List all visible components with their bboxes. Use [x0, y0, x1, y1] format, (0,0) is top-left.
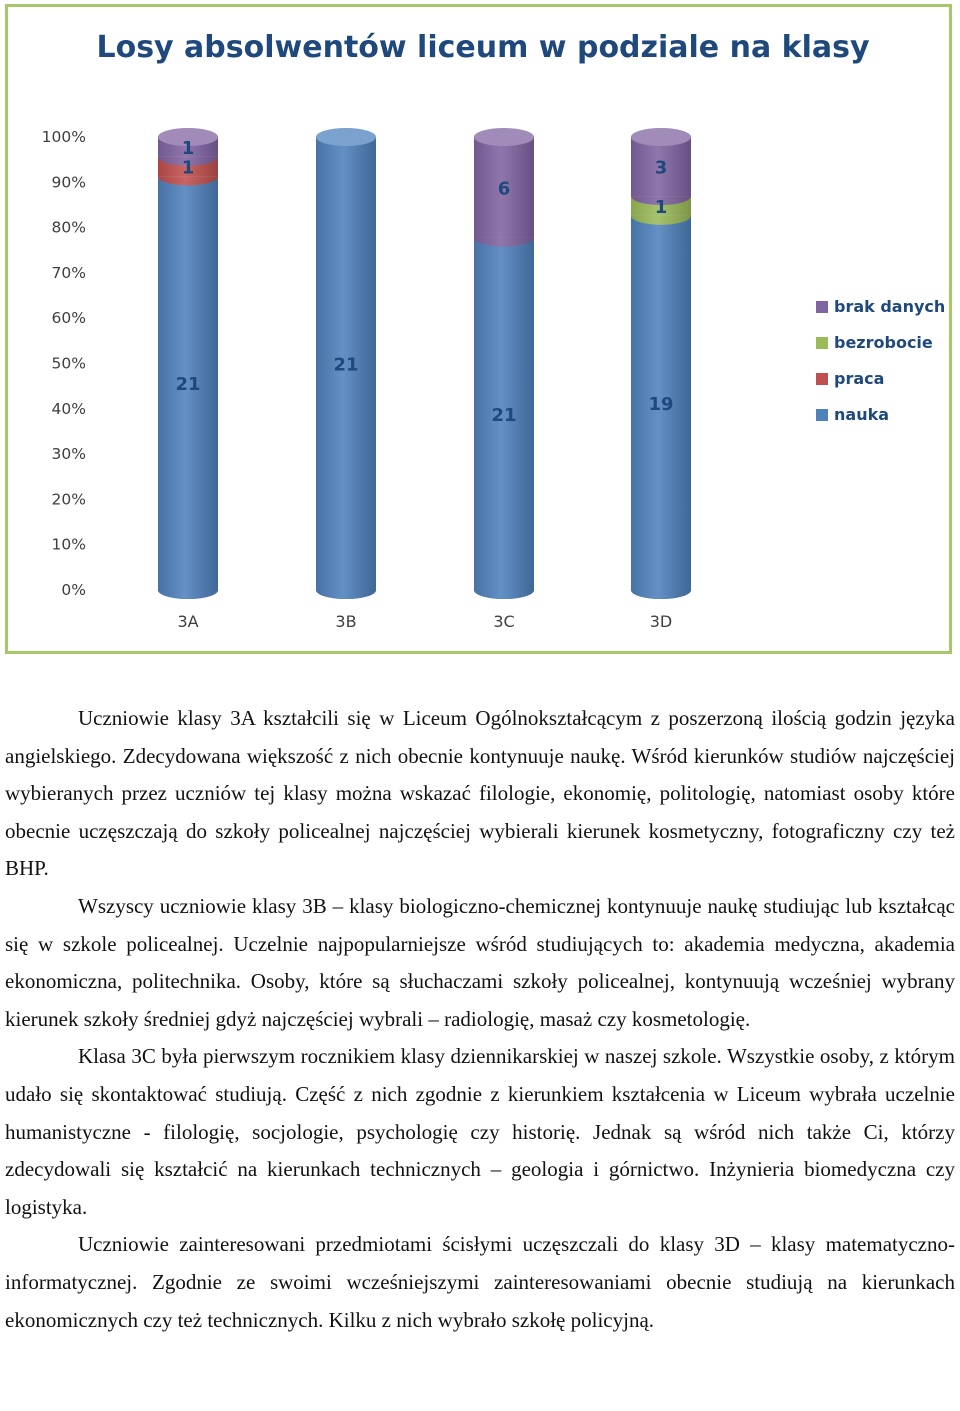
y-tick-label: 0% [61, 581, 86, 599]
legend-label: nauka [834, 405, 890, 424]
article [5, 700, 955, 1339]
legend-swatch [816, 301, 828, 313]
y-tick-label: 100% [41, 128, 86, 146]
data-label: 21 [333, 354, 359, 376]
y-tick-label: 30% [51, 445, 86, 464]
legend-item [816, 405, 889, 424]
legend-item [816, 369, 884, 388]
legend-swatch [816, 373, 828, 385]
bar-segment-bottom-curve [474, 590, 534, 599]
y-tick-label: 70% [51, 263, 86, 282]
y-tick-label: 20% [51, 490, 86, 509]
x-tick-label: 3D [649, 612, 673, 631]
bar-segment-bottom-curve [158, 590, 218, 599]
y-tick-label: 40% [51, 399, 86, 418]
y-tick-label: 80% [51, 218, 86, 237]
stacked-bar-chart [8, 7, 949, 651]
data-label: 21 [175, 374, 201, 396]
x-tick-label: 3B [335, 612, 357, 631]
data-label: 19 [648, 393, 674, 415]
y-tick-label: 50% [51, 354, 86, 373]
x-tick-label: 3A [177, 612, 199, 631]
legend-label: praca [834, 369, 885, 388]
bar-stack-3b [316, 128, 376, 599]
legend-label: brak danych [834, 297, 946, 316]
data-label: 21 [491, 404, 517, 426]
bar-top-cap [316, 128, 376, 146]
data-label: 6 [497, 178, 511, 200]
bar-segment-bottom-curve [631, 590, 691, 599]
data-label: 1 [654, 196, 668, 218]
legend-label: bezrobocie [834, 333, 933, 352]
legend-item [816, 333, 933, 352]
bar-stack-3a [158, 128, 218, 599]
bar-stack-3d [631, 128, 691, 599]
legend-swatch [816, 409, 828, 421]
data-label: 3 [654, 157, 668, 179]
paragraph-3a: Uczniowie klasy 3A kształcili się w Liceum Ogólnokształcącym z poszerzoną ilością godzin języka angielskiego. Zdecydowana większość z nich obecnie kontynuuje naukę. Wśród kierunków studiów najczęściej wybieranych przez uczniów tej klasy można wskazać filologie, ekonomię, politologię, natomiast osoby które obecnie uczęszczają do szkoły policealnej najczęściej wybierali kierunek kosmetyczny, fotograficzny czy też BHP. [5, 706, 955, 881]
data-label: 1 [181, 137, 195, 159]
chart-title: Losy absolwentów liceum w podziale na klasy [96, 30, 870, 65]
bar-stack-3c [474, 128, 534, 599]
bar-segment-bottom-curve [316, 590, 376, 599]
y-tick-label: 90% [51, 173, 86, 192]
y-tick-label: 10% [51, 535, 86, 554]
paragraph-3c: Klasa 3C była pierwszym rocznikiem klasy dziennikarskiej w naszej szkole. Wszystkie osoby, z którym udało się skontaktować studiują. Część z nich zgodnie z kierunkiem kształcenia w Liceum wybrała uczelnie humanistyczne - filologię, socjologie, psychologię czy historię. Jednak są wśród nich także Ci, którzy zdecydowali się kształcić na kierunkach technicznych – geologia i górnictwo. Inżynieria biomedyczna czy logistyka. [5, 1044, 955, 1219]
legend-item [816, 297, 945, 316]
data-label: 1 [181, 157, 195, 179]
bar-top-cap [631, 128, 691, 146]
paragraph-3b: Wszyscy uczniowie klasy 3B – klasy biologiczno-chemicznej kontynuuje naukę studiując lub kształcąc się w szkole policealnej. Uczelnie najpopularniejsze wśród studiujących to: akademia medyczna, akademia ekonomiczna, politechnika. Osoby, które są słuchaczami szkoły policealnej, kontynuują wcześniej wybrany kierunek szkoły średniej gdyż najczęściej wybrali – radiologię, masaż czy kosmetologię. [5, 893, 955, 1031]
legend-swatch [816, 337, 828, 349]
bar-top-cap [474, 128, 534, 146]
x-tick-label: 3C [493, 612, 515, 631]
y-tick-label: 60% [51, 309, 86, 328]
chart-frame [5, 4, 952, 654]
paragraph-3d: Uczniowie zainteresowani przedmiotami ścisłymi uczęszczali do klasy 3D – klasy matematyczno-informatycznej. Zgodnie ze swoimi wcześniejszymi zainteresowaniami obecnie studiują na kierunkach ekonomicznych czy też technicznych. Kilku z nich wybrało szkołę policyjną. [5, 1232, 955, 1332]
